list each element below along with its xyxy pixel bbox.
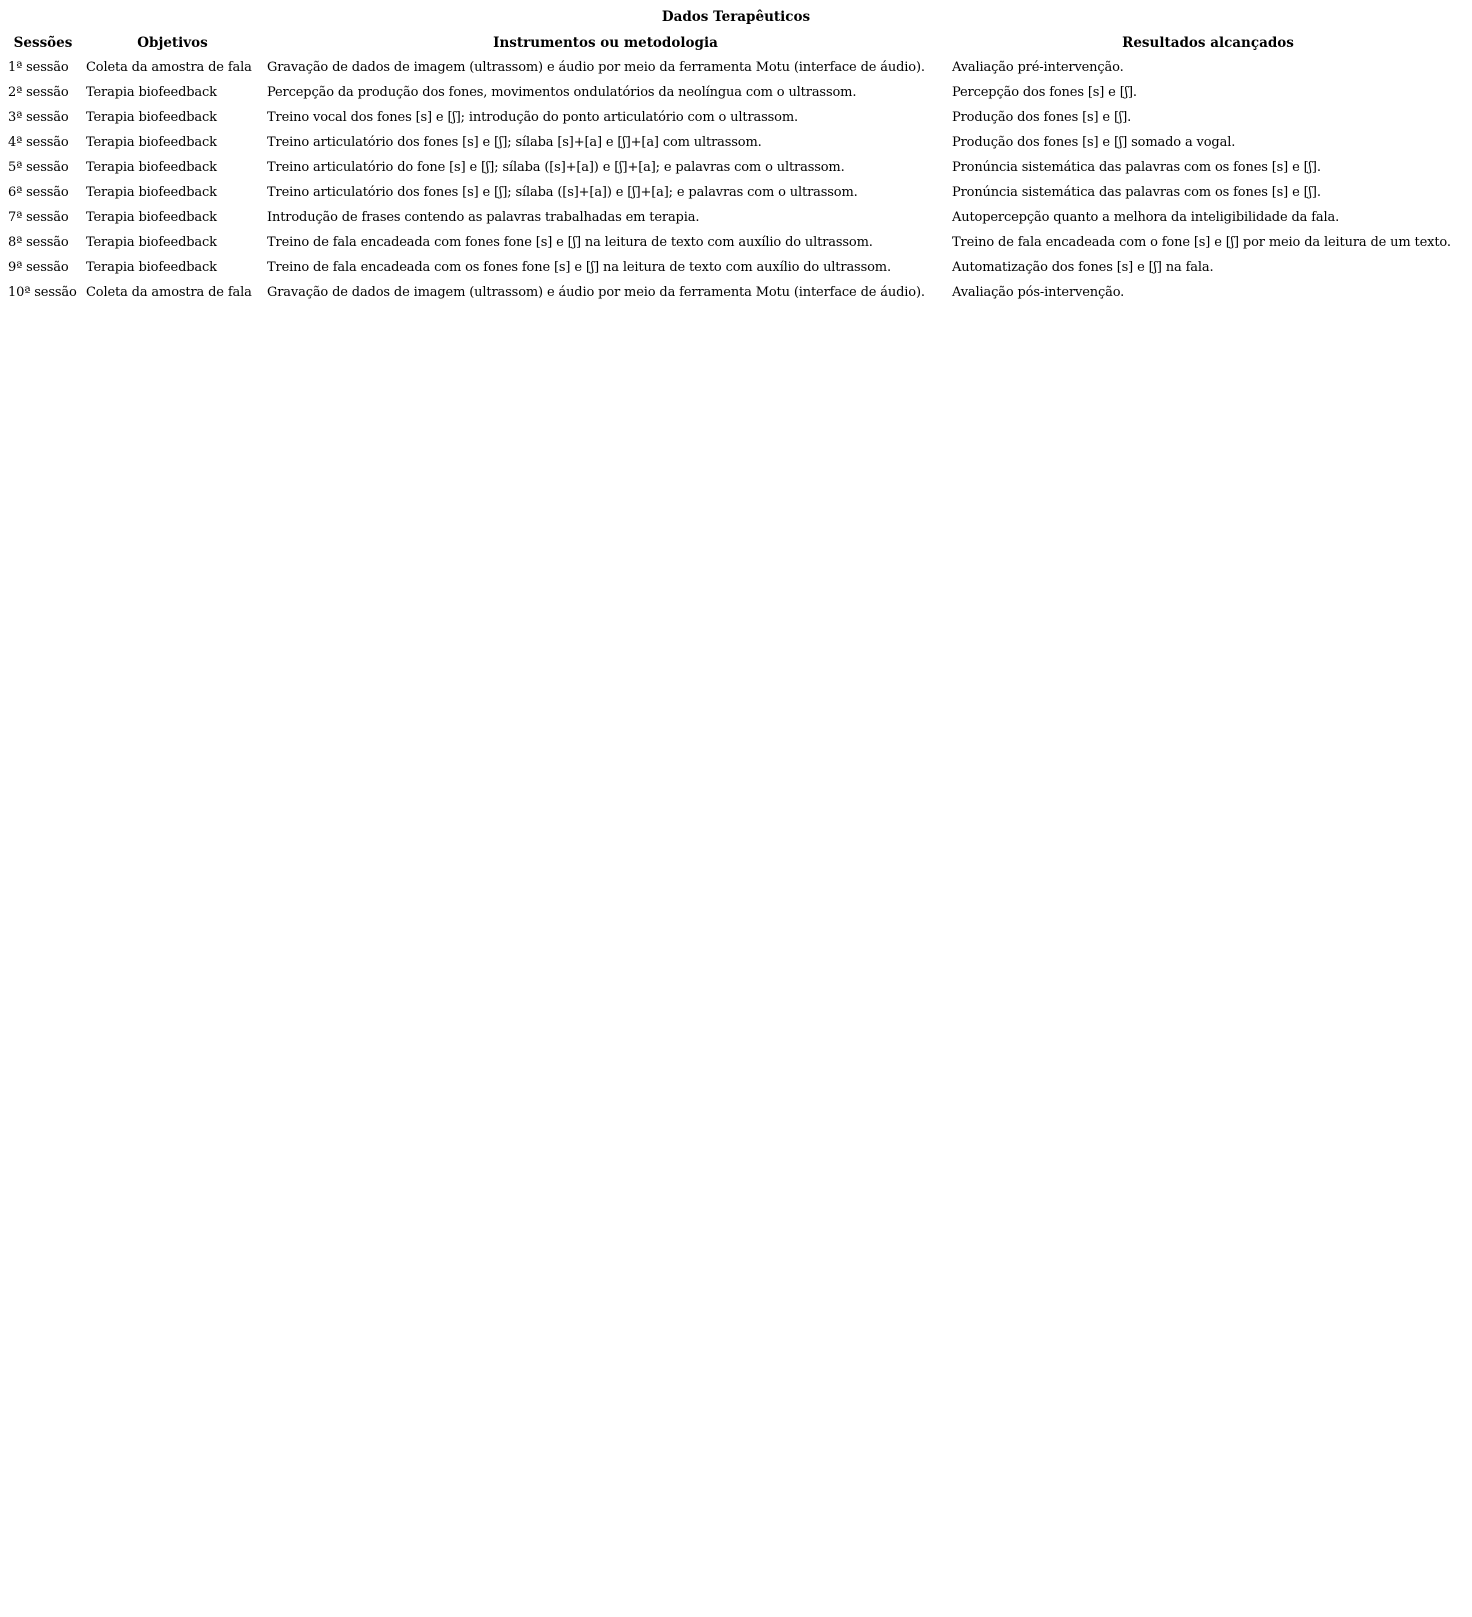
table-row [4, 80, 1468, 105]
methodology-cell: Treino de fala encadeada com os fones fone [s] e [ʃ] na leitura de texto com auxílio do ultrassom. [267, 260, 891, 275]
column-header-objectives: Objetivos [137, 34, 208, 51]
table-row [4, 280, 1468, 305]
objective-cell: Terapia biofeedback [86, 235, 217, 250]
result-cell: Treino de fala encadeada com o fone [s] e [ʃ] por meio da leitura de um texto. [952, 235, 1451, 250]
session-cell: 10ª sessão [8, 285, 77, 300]
objective-cell: Coleta da amostra de fala [86, 60, 252, 75]
session-cell: 2ª sessão [8, 85, 69, 100]
methodology-cell: Treino de fala encadeada com fones fone [s] e [ʃ] na leitura de texto com auxílio do ultrassom. [267, 235, 873, 250]
table-row [4, 255, 1468, 280]
table-row [4, 205, 1468, 230]
table-row [4, 155, 1468, 180]
session-cell: 7ª sessão [8, 210, 69, 225]
objective-cell: Terapia biofeedback [86, 160, 217, 175]
result-cell: Pronúncia sistemática das palavras com os fones [s] e [ʃ]. [952, 160, 1321, 175]
session-cell: 1ª sessão [8, 60, 69, 75]
result-cell: Automatização dos fones [s] e [ʃ] na fala. [952, 260, 1214, 275]
table-row [4, 130, 1468, 155]
session-cell: 3ª sessão [8, 110, 69, 125]
header-row [4, 30, 1468, 55]
table-row [4, 180, 1468, 205]
table-title: Dados Terapêuticos [661, 9, 811, 25]
session-cell: 9ª sessão [8, 260, 69, 275]
column-header-sessions: Sessões [13, 34, 73, 51]
methodology-cell: Treino vocal dos fones [s] e [ʃ]; introdução do ponto articulatório com o ultrassom. [267, 110, 799, 125]
methodology-cell: Introdução de frases contendo as palavras trabalhadas em terapia. [267, 210, 700, 225]
objective-cell: Terapia biofeedback [86, 85, 217, 100]
session-cell: 4ª sessão [8, 135, 69, 150]
methodology-cell: Percepção da produção dos fones, movimentos ondulatórios da neolíngua com o ultrassom. [267, 85, 857, 100]
result-cell: Autopercepção quanto a melhora da inteligibilidade da fala. [952, 210, 1340, 225]
result-cell: Pronúncia sistemática das palavras com os fones [s] e [ʃ]. [952, 185, 1321, 200]
methodology-cell: Gravação de dados de imagem (ultrassom) e áudio por meio da ferramenta Motu (interface de áudio). [267, 285, 925, 300]
table-row [4, 105, 1468, 130]
methodology-cell: Treino articulatório dos fones [s] e [ʃ]; sílaba [s]+[a] e [ʃ]+[a] com ultrassom. [267, 135, 762, 150]
session-cell: 8ª sessão [8, 235, 69, 250]
objective-cell: Terapia biofeedback [86, 185, 217, 200]
therapy-data-table [4, 30, 1468, 305]
result-cell: Produção dos fones [s] e [ʃ]. [952, 110, 1132, 125]
objective-cell: Terapia biofeedback [86, 210, 217, 225]
table-row [4, 55, 1468, 80]
session-cell: 6ª sessão [8, 185, 69, 200]
objective-cell: Terapia biofeedback [86, 260, 217, 275]
objective-cell: Terapia biofeedback [86, 135, 217, 150]
result-cell: Avaliação pré-intervenção. [952, 60, 1124, 75]
column-header-methodology: Instrumentos ou metodologia [493, 34, 718, 51]
result-cell: Produção dos fones [s] e [ʃ] somado a vogal. [952, 135, 1236, 150]
session-cell: 5ª sessão [8, 160, 69, 175]
table-row [4, 230, 1468, 255]
result-cell: Avaliação pós-intervenção. [952, 285, 1125, 300]
column-header-results: Resultados alcançados [1122, 34, 1294, 51]
objective-cell: Coleta da amostra de fala [86, 285, 252, 300]
objective-cell: Terapia biofeedback [86, 110, 217, 125]
result-cell: Percepção dos fones [s] e [ʃ]. [952, 85, 1137, 100]
methodology-cell: Gravação de dados de imagem (ultrassom) e áudio por meio da ferramenta Motu (interface de áudio). [267, 60, 925, 75]
methodology-cell: Treino articulatório do fone [s] e [ʃ]; sílaba ([s]+[a]) e [ʃ]+[a]; e palavras com o ultrassom. [267, 160, 845, 175]
methodology-cell: Treino articulatório dos fones [s] e [ʃ]; sílaba ([s]+[a]) e [ʃ]+[a]; e palavras com o ultrassom. [267, 185, 858, 200]
